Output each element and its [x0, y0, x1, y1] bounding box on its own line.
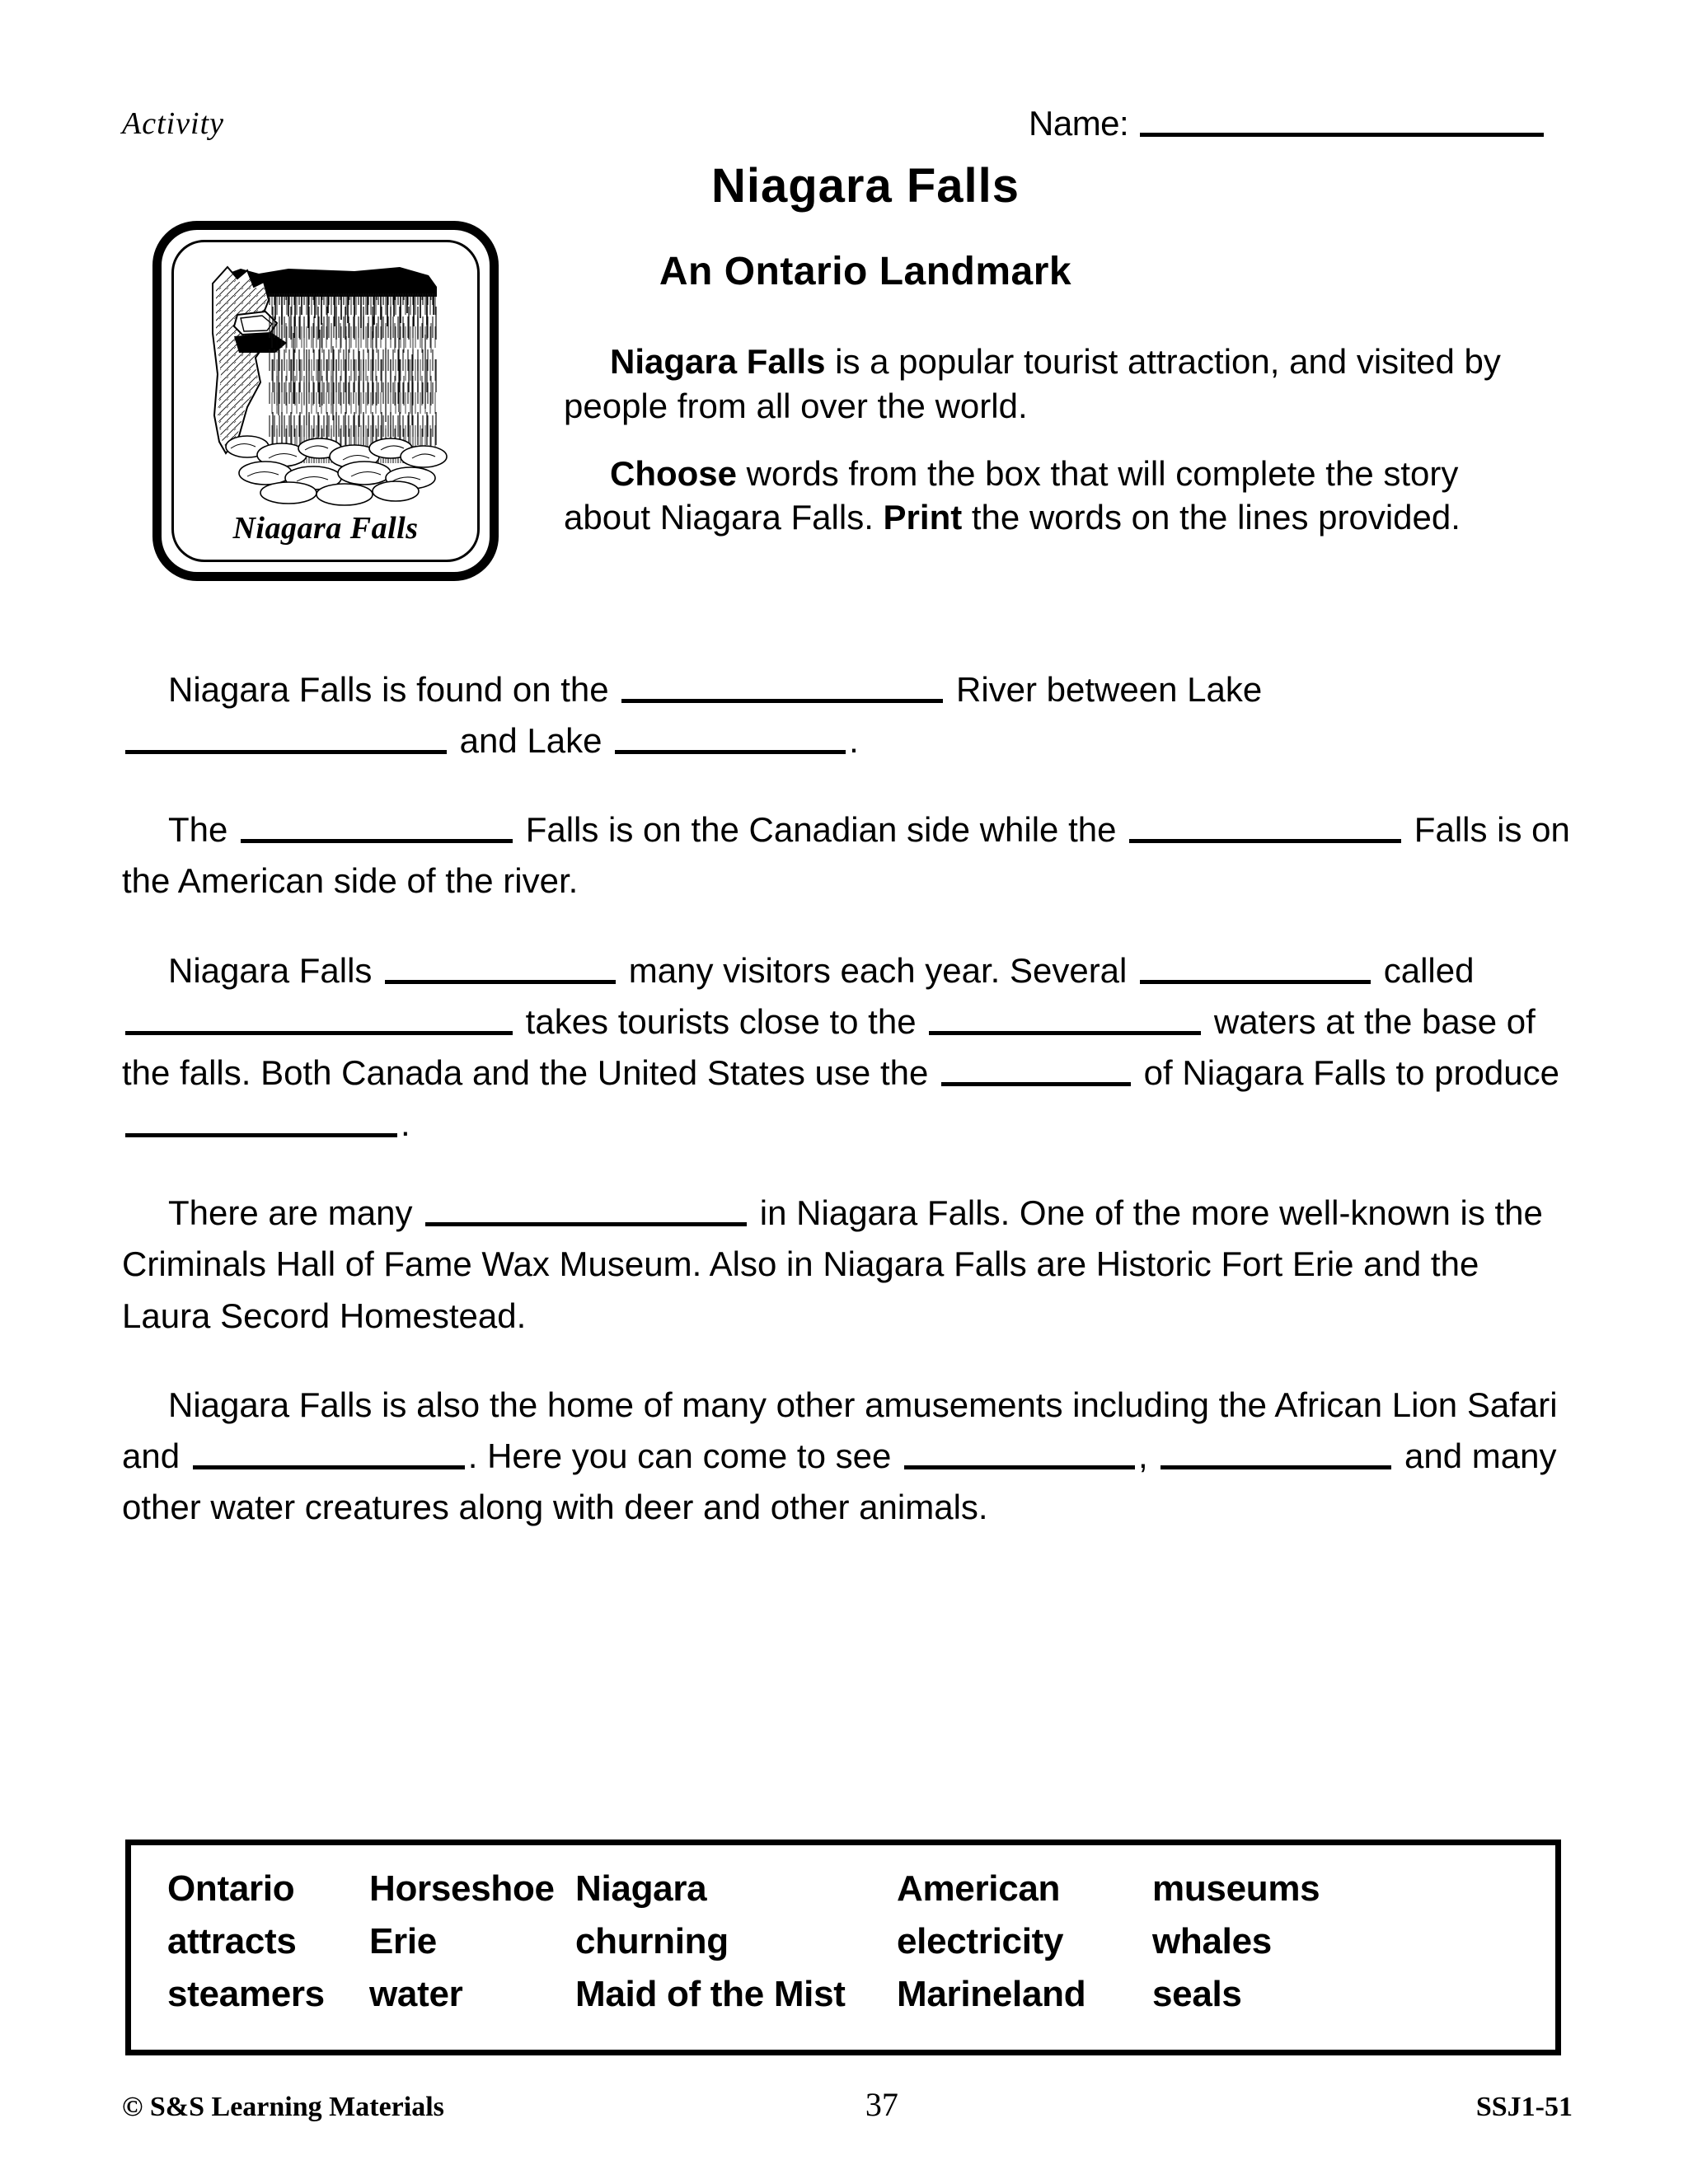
blank-lake-2[interactable] [615, 719, 846, 755]
story-paragraph-2 [122, 804, 1573, 907]
word-bank-item[interactable]: Marineland [897, 1974, 1086, 2014]
name-label: Name: [1029, 104, 1129, 143]
word-bank-item[interactable]: American [897, 1868, 1061, 1909]
story-p1-a: Niagara Falls is found on the [168, 670, 619, 709]
name-field-row [1029, 104, 1544, 143]
page-footer [122, 2085, 1573, 2124]
word-bank-item[interactable]: whales [1152, 1921, 1272, 1961]
blank-attracts[interactable] [385, 948, 616, 984]
blank-marineland[interactable] [193, 1433, 465, 1469]
word-bank-item[interactable]: museums [1152, 1868, 1320, 1909]
word-bank-item[interactable]: attracts [167, 1921, 297, 1961]
intro-p1-bold: Niagara Falls [610, 342, 826, 381]
blank-lake-1[interactable] [125, 719, 447, 755]
word-bank-item[interactable]: water [369, 1974, 463, 2014]
story-paragraph-4 [122, 1188, 1573, 1341]
blank-seals[interactable] [1160, 1433, 1391, 1469]
activity-label: Activity [122, 106, 225, 141]
word-bank-item[interactable]: churning [575, 1921, 729, 1961]
illustration-inner-frame [171, 240, 480, 562]
blank-water[interactable] [941, 1050, 1131, 1086]
footer-copyright: © S&S Learning Materials [122, 2092, 444, 2122]
story-p3-d: takes tourists close to the [516, 1001, 926, 1041]
story-body [122, 664, 1573, 1571]
word-bank-grid [167, 1868, 1539, 2015]
story-p3-c: called [1374, 950, 1475, 990]
name-input-line[interactable] [1140, 133, 1544, 137]
story-p1-d: . [849, 721, 859, 761]
story-p2-a: The [168, 810, 238, 850]
blank-river[interactable] [621, 667, 943, 703]
page-subtitle: An Ontario Landmark [659, 250, 1072, 293]
story-p1-b: River between Lake [946, 670, 1263, 709]
illustration-frame [152, 221, 499, 581]
intro-block [564, 340, 1536, 563]
word-bank-box [125, 1840, 1561, 2055]
blank-steamers[interactable] [1140, 948, 1371, 984]
intro-p2-end: the words on the lines provided. [962, 498, 1461, 537]
word-bank-item[interactable]: electricity [897, 1921, 1064, 1961]
blank-canadian-falls[interactable] [241, 808, 513, 844]
word-bank-item[interactable]: seals [1152, 1974, 1242, 2014]
blank-whales[interactable] [904, 1433, 1135, 1469]
page-title: Niagara Falls [710, 159, 1020, 213]
word-bank-item[interactable]: Ontario [167, 1868, 295, 1909]
word-bank-item[interactable]: Horseshoe [369, 1868, 555, 1909]
story-p5-a: Niagara Falls is also the home of many other amusements including the African Lion Safari and [122, 1385, 1558, 1475]
story-paragraph-3 [122, 945, 1573, 1151]
story-p2-b: Falls is on the Canadian side while the [516, 810, 1127, 850]
story-p3-f: of Niagara Falls to produce [1134, 1052, 1559, 1092]
story-p5-d: and many other water creatures along with deer and other animals. [122, 1436, 1557, 1527]
footer-page-number: 37 [865, 2086, 898, 2123]
story-p5-b: . Here you can come to see [467, 1436, 902, 1475]
intro-p1-rest: is a popular tourist attraction, and visited by people from all over the world. [564, 342, 1501, 425]
story-p3-e: waters at the base of the falls. Both Canada and the United States use the [122, 1001, 1536, 1092]
blank-churning[interactable] [929, 999, 1201, 1035]
story-p3-b: many visitors each year. Several [619, 950, 1137, 990]
footer-code: SSJ1-51 [1475, 2092, 1573, 2122]
story-p3-a: Niagara Falls [168, 950, 382, 990]
story-p4-a: There are many [168, 1193, 423, 1233]
waterfall-illustration [190, 251, 462, 514]
intro-p2-mid: words from the box that will complete the story about Niagara Falls. [564, 453, 1459, 537]
blank-american-falls[interactable] [1129, 808, 1401, 844]
intro-p2-bold-choose: Choose [610, 453, 738, 493]
story-p3-g: . [401, 1104, 410, 1144]
word-bank-item[interactable]: Erie [369, 1921, 437, 1961]
intro-paragraph-2 [564, 452, 1536, 541]
story-paragraph-1 [122, 664, 1573, 766]
story-p2-c: Falls is on the American side of the river. [122, 810, 1570, 901]
word-bank-item[interactable]: Niagara [575, 1868, 707, 1909]
story-paragraph-5 [122, 1380, 1573, 1533]
word-bank-item[interactable]: Maid of the Mist [575, 1974, 846, 2014]
story-p5-c: , [1138, 1436, 1158, 1475]
blank-maid-of-the-mist[interactable] [125, 999, 513, 1035]
word-bank-item[interactable]: steamers [167, 1974, 325, 2014]
story-p4-b: in Niagara Falls. One of the more well-known is the Criminals Hall of Fame Wax Museum. Also in Niagara Falls are Historic Fort Erie and the Laura Secord Homestead. [122, 1193, 1543, 1335]
blank-electricity[interactable] [125, 1101, 397, 1137]
story-p1-c: and Lake [450, 721, 612, 761]
intro-paragraph-1 [564, 340, 1536, 429]
blank-museums[interactable] [425, 1191, 747, 1227]
illustration-caption: Niagara Falls [232, 511, 419, 546]
intro-p2-bold-print: Print [883, 498, 963, 537]
